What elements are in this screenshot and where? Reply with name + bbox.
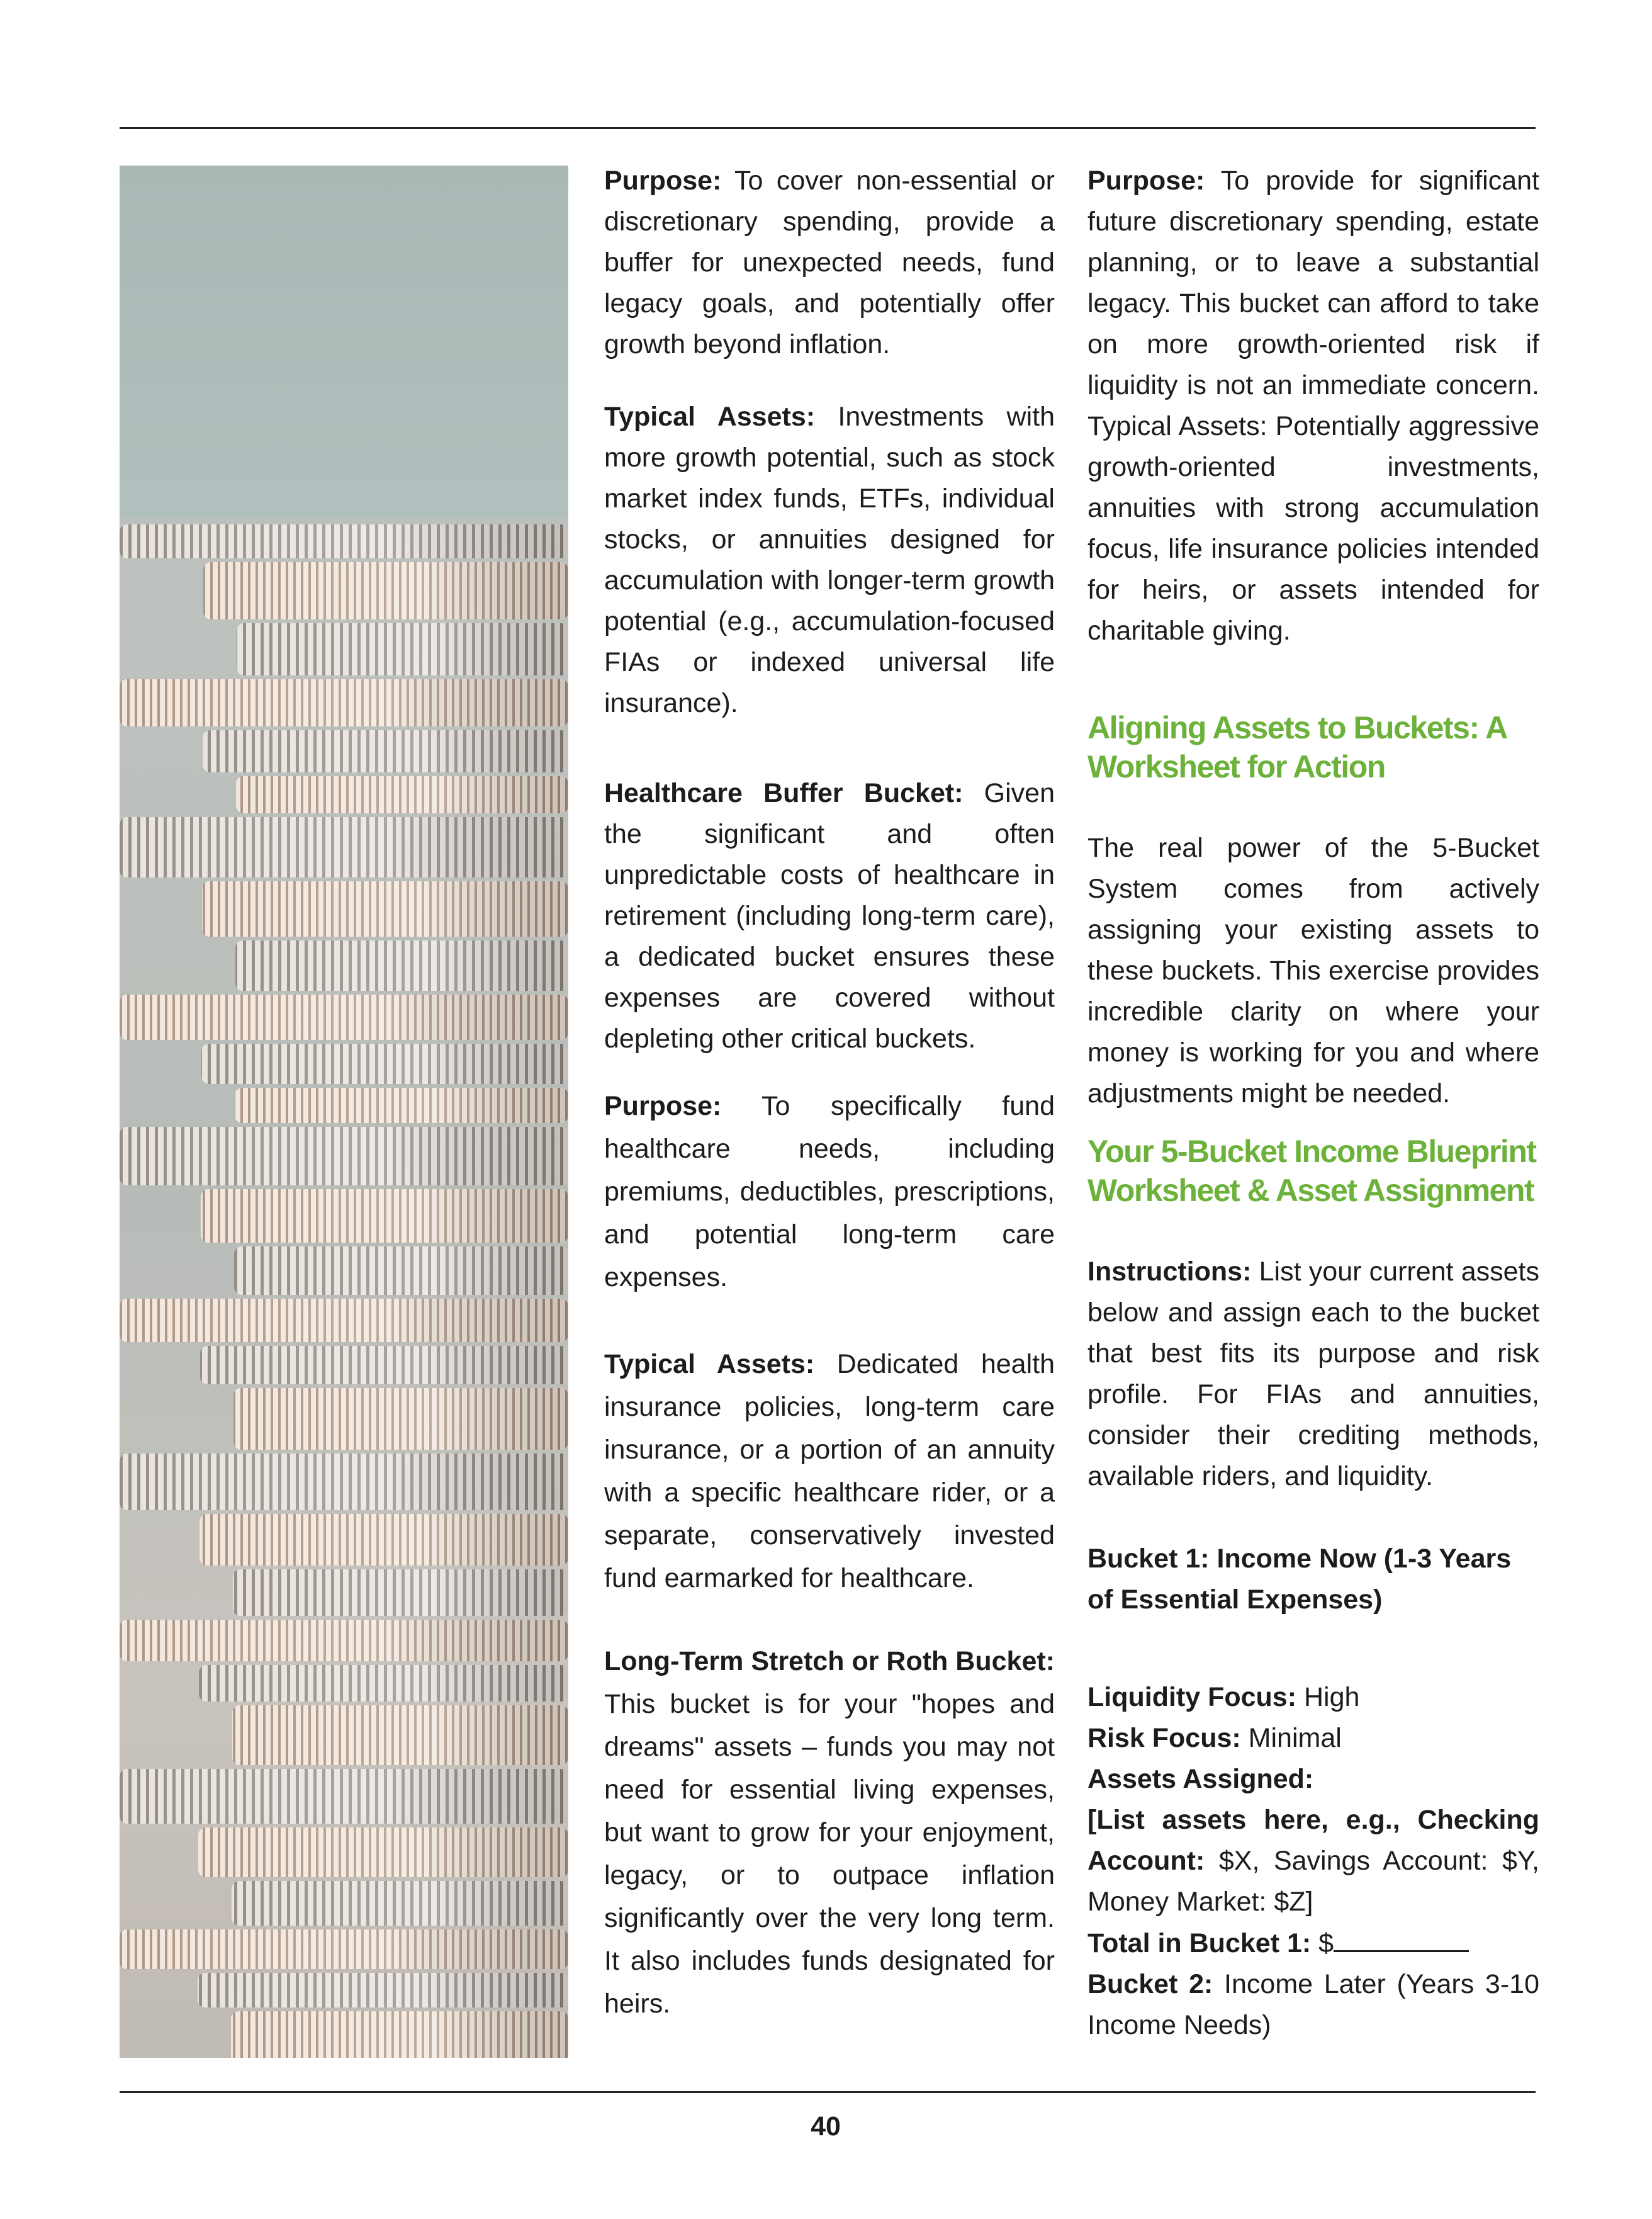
asset-list-line [1087, 1800, 1539, 1923]
coin-shade [199, 1514, 568, 1566]
instructions-label: Instructions: [1087, 1256, 1252, 1287]
healthcare-purpose-text: To specifically fund healthcare needs, including premiums, deductibles, prescriptions, and potential long-term care expenses. [604, 1091, 1055, 1292]
coin-shade [231, 2011, 568, 2058]
typical-assets-label: Typical Assets: [604, 402, 816, 432]
asset-list-label: [List assets here, e.g., Checking Account: [1087, 1805, 1539, 1876]
coin-shade [235, 940, 568, 991]
aligning-assets-heading: Aligning Assets to Buckets: A Worksheet for Action [1087, 710, 1506, 784]
typical-assets-paragraph [604, 397, 1055, 724]
coin-shade [233, 1388, 568, 1450]
risk-line [1087, 1718, 1539, 1759]
five-bucket-intro-text: The real power of the 5-Bucket System comes from actively assigning your existing assets to these buckets. This exercise provides incredible clarity on where your money is working for you and where adjustments might be needed. [1087, 833, 1539, 1109]
healthcare-purpose-label: Purpose: [604, 1091, 722, 1121]
liquidity-value: High [1296, 1682, 1360, 1712]
healthcare-assets-text: Dedicated health insurance policies, long-term care insurance, or a portion of an annuity with a specific healthcare rider, or a separate, conservatively invested fund earmarked for healthcare. [604, 1349, 1055, 1593]
instructions-paragraph [1087, 1251, 1539, 1497]
page-number: 40 [811, 2111, 841, 2142]
healthcare-bucket-paragraph [604, 773, 1055, 1059]
coin-shade [203, 562, 568, 619]
liquidity-label: Liquidity Focus: [1087, 1682, 1297, 1712]
healthcare-bucket-label: Healthcare Buffer Bucket: [604, 778, 964, 808]
coin-shade [202, 881, 568, 937]
total-label: Total in Bucket 1: [1087, 1928, 1312, 1958]
coin-shade [201, 1189, 568, 1243]
coin-shade [198, 1827, 568, 1877]
coin-shade [232, 1881, 568, 1926]
asset-list-text: $X, Savings Account: $Y, Money Market: $Z] [1087, 1846, 1539, 1917]
top-rule [120, 127, 1536, 129]
instructions-text: List your current assets below and assign each to the bucket that best fits its purpose and risk profile. For FIAs and annuities, consider their crediting methods, available riders, and liquidity. [1087, 1256, 1539, 1491]
liquidity-line [1087, 1677, 1539, 1718]
healthcare-assets-paragraph [604, 1343, 1055, 1600]
bucket2-text: Income Later (Years 3-10 Income Needs) [1087, 1969, 1539, 2040]
coin-shade [237, 623, 568, 675]
bottom-rule [120, 2091, 1536, 2093]
healthcare-bucket-text: Given the significant and often unpredictable costs of healthcare in retirement (including long-term care), a dedicated bucket ensures these expenses are covered without depleting other critical buckets. [604, 778, 1055, 1054]
five-bucket-intro-paragraph [1087, 828, 1539, 1114]
column-right [1087, 161, 1539, 2046]
bucket1-title-text: Bucket 1: Income Now (1-3 Years of Essential Expenses) [1087, 1544, 1512, 1615]
coin-shade [120, 1299, 568, 1342]
bucket1-title [1087, 1539, 1539, 1620]
coin-shade [236, 776, 568, 813]
legacy-purpose-paragraph [1087, 161, 1539, 652]
risk-label: Risk Focus: [1087, 1723, 1241, 1753]
coin-shade [199, 1665, 568, 1702]
total-blank [1334, 1923, 1469, 1952]
roth-bucket-label: Long-Term Stretch or Roth Bucket: [604, 1646, 1055, 1676]
healthcare-assets-label: Typical Assets: [604, 1349, 815, 1379]
purpose-label: Purpose: [604, 166, 722, 196]
coin-shade [203, 730, 568, 772]
legacy-purpose-label: Purpose: [1087, 166, 1205, 196]
coin-shade [120, 1454, 568, 1510]
coin-shade [120, 995, 568, 1040]
roth-bucket-text: This bucket is for your "hopes and dreams" assets – funds you may not need for essential living expenses, but want to grow for your enjoyment, legacy, or to outpace inflation significantly over the very long term. It also includes funds designated for heirs. [604, 1689, 1055, 2019]
coin-shade [200, 1346, 568, 1384]
worksheet-heading: Your 5-Bucket Income Blueprint Worksheet & Asset Assignment [1087, 1134, 1536, 1208]
coin-shade [120, 1127, 568, 1185]
coin-shade [120, 1929, 568, 1969]
bucket2-label: Bucket 2: [1087, 1969, 1213, 1999]
purpose-paragraph [604, 161, 1055, 365]
bucket2-line [1087, 1964, 1539, 2046]
assets-assigned-line [1087, 1759, 1539, 1800]
coin-shade [233, 1569, 568, 1616]
coin-shade [235, 1088, 568, 1123]
coin-shade [234, 1246, 568, 1295]
coin-shade [120, 1769, 568, 1824]
coin-shade [232, 1705, 568, 1765]
total-prefix: $ [1311, 1928, 1334, 1958]
coin-shade [120, 679, 568, 726]
coin-shade [198, 1973, 568, 2007]
coin-shade [120, 524, 568, 558]
coins-illustration [120, 166, 568, 2058]
coin-shade [201, 1044, 568, 1084]
coin-shade [120, 1620, 568, 1661]
roth-bucket-paragraph [604, 1640, 1055, 2025]
typical-assets-text: Investments with more growth potential, such as stock market index funds, ETFs, individual stocks, or annuities designed for accumulation with longer-term growth potential (e.g., accumulation-focused FIAs or indexed universal life insurance). [604, 402, 1055, 718]
risk-value: Minimal [1240, 1723, 1342, 1753]
legacy-purpose-text: To provide for significant future discretionary spending, estate planning, or to leave a substantial legacy. This bucket can afford to take on more growth-oriented risk if liquidity is not an immediate concern. Typical Assets: Potentially aggressive growth-oriented investments, annuities with strong accumulation focus, life insurance policies intended for heirs, or assets intended for charitable giving. [1087, 166, 1539, 646]
total-line [1087, 1923, 1539, 1964]
healthcare-purpose-paragraph [604, 1085, 1055, 1299]
column-left [604, 161, 1055, 2025]
purpose-text: To cover non-essential or discretionary spending, provide a buffer for unexpected needs, fund legacy goals, and potentially offer growth beyond inflation. [604, 166, 1055, 359]
assets-assigned-label: Assets Assigned: [1087, 1764, 1314, 1794]
coin-shade [120, 817, 568, 878]
stacked-coins-photo [120, 166, 568, 2058]
